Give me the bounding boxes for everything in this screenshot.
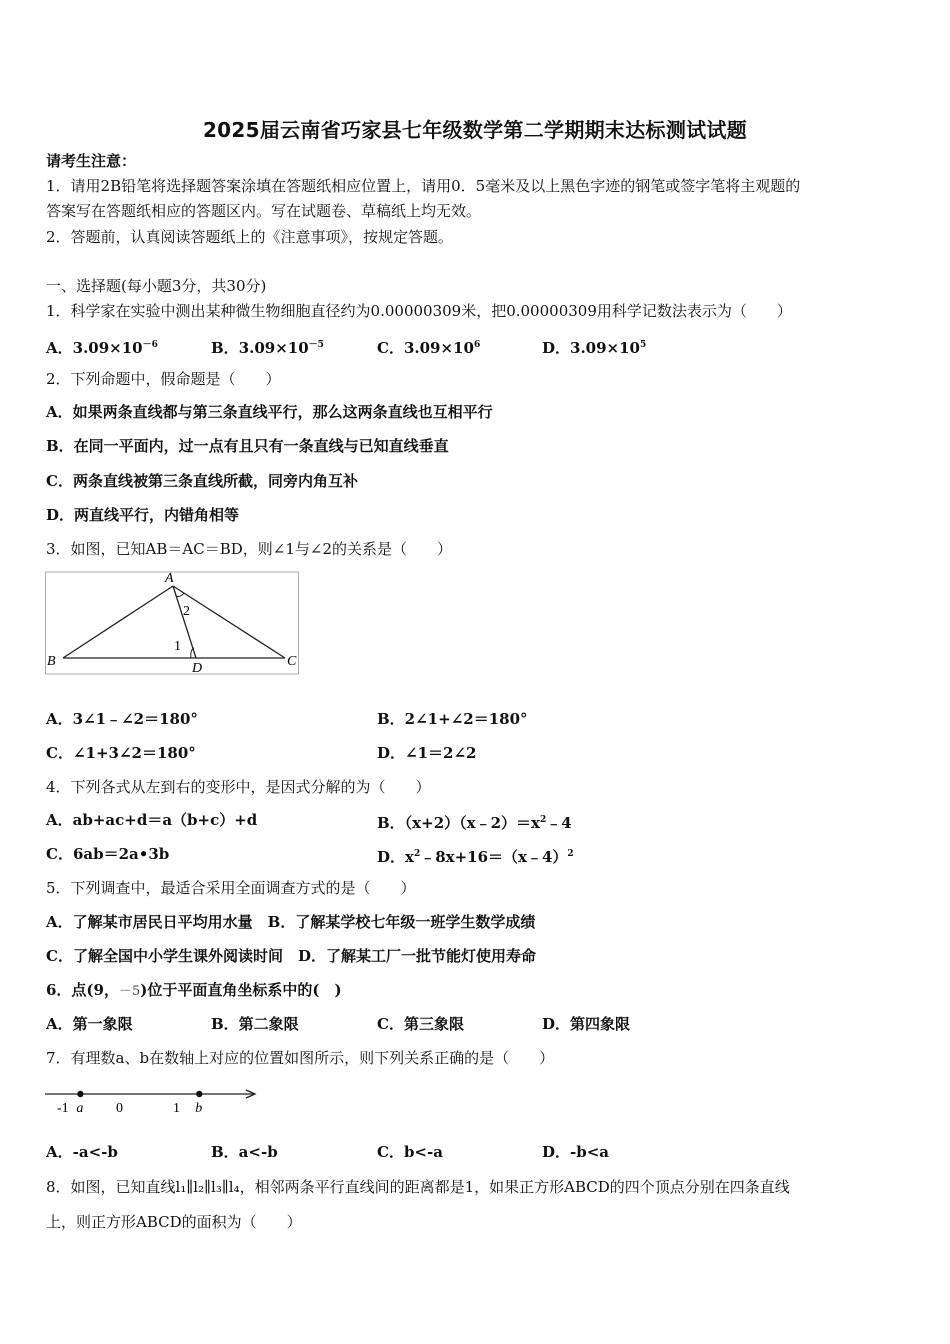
notice-line-1: 1．请用2B铅笔将选择题答案涂填在答题纸相应位置上，请用0．5毫米及以上黑色字迹的钢笔或签字笔将主观题的 [46, 177, 801, 195]
q3-option-a: A．3∠1﹣∠2＝180° [46, 710, 198, 728]
q4-stem: 4．下列各式从左到右的变形中，是因式分解的为（ ） [46, 778, 431, 796]
q5-options-cd: C．了解全国中小学生课外阅读时间 D．了解某工厂一批节能灯使用寿命 [46, 947, 536, 965]
q3-option-b: B．2∠1+∠2＝180° [377, 710, 528, 728]
q4-option-c: C．6ab＝2a•3b [46, 845, 170, 863]
notice-heading: 请考生注意： [46, 152, 137, 170]
q1-option-d: D．$3.09\times 10^5$ [542, 339, 647, 357]
point-b-label: b [195, 1101, 203, 1116]
tick-label-1: 1 [173, 1101, 180, 1116]
q5-stem: 5．下列调查中，最适合采用全面调查方式的是（ ） [46, 879, 416, 897]
q7-number-line [43, 1083, 263, 1119]
q6-option-c: C．第三象限 [377, 1015, 464, 1033]
q3-option-c: C．∠1+3∠2＝180° [46, 744, 196, 762]
vertex-a-label: A [165, 571, 174, 586]
segment-ac [173, 586, 285, 658]
q6-option-a: A．第一象限 [46, 1015, 133, 1033]
q1-option-b: B．$3.09\times 10^{-5}$ [211, 339, 324, 357]
q7-option-d: D．-b<a [542, 1143, 610, 1161]
q1-option-c: C．$3.09\times 10^6$ [377, 339, 481, 357]
q5-options-ab: A．了解某市居民日平均用水量 B．了解某学校七年级一班学生数学成绩 [46, 913, 536, 931]
vertex-d-label: D [192, 661, 203, 676]
point-a [77, 1091, 83, 1097]
q8-line-2: 上，则正方形ABCD的面积为（ ） [46, 1213, 302, 1231]
notice-line-2: 答案写在答题纸相应的答题区内。写在试题卷、草稿纸上均无效。 [46, 202, 482, 220]
q3-option-d: D．∠1＝2∠2 [377, 744, 477, 762]
q2-option-d: D．两直线平行，内错角相等 [46, 506, 240, 524]
segment-ab [63, 586, 173, 658]
page-title: 2025届云南省巧家县七年级数学第二学期期末达标测试试题 [202, 118, 748, 142]
q7-option-a: A．-a<-b [46, 1143, 118, 1161]
q6-option-d: D．第四象限 [542, 1015, 631, 1033]
q6-stem: 6．点(9，－5)位于平面直角坐标系中的( ) [46, 981, 342, 999]
q8-line-1: 8．如图，已知直线l₁∥l₂∥l₃∥l₄，相邻两条平行直线间的距离都是1，如果正方形ABCD的四个顶点分别在四条直线 [46, 1178, 790, 1196]
q7-option-b: B．a<-b [211, 1143, 278, 1161]
q2-stem: 2．下列命题中，假命题是（ ） [46, 370, 281, 388]
angle-2-arc [176, 593, 184, 597]
q4-option-b: B．$(x+2)(x﹣2)=x^2﹣4$ [377, 814, 572, 832]
vertex-c-label: C [287, 654, 297, 669]
notice-line-3: 2．答题前，认真阅读答题纸上的《注意事项》，按规定答题。 [46, 228, 454, 246]
q4-option-d: D．$x^2﹣8x+16=(x﹣4)^2$ [377, 848, 574, 866]
q2-option-c: C．两条直线被第三条直线所截，同旁内角互补 [46, 472, 358, 490]
q4-option-a: A．ab+ac+d＝a（b+c）+d [46, 811, 258, 829]
angle-1-label: 1 [174, 639, 181, 654]
vertex-b-label: B [47, 654, 56, 669]
section-heading: 一、选择题(每小题3分，共30分) [46, 277, 267, 295]
q6-option-b: B．第二象限 [211, 1015, 299, 1033]
q3-stem: 3．如图，已知AB＝AC＝BD，则∠1与∠2的关系是（ ） [46, 540, 452, 558]
q7-option-c: C．b<-a [377, 1143, 443, 1161]
q1-option-a: A．$3.09\times 10^{-6}$ [46, 339, 158, 357]
q7-stem: 7．有理数a、b在数轴上对应的位置如图所示，则下列关系正确的是（ ） [46, 1049, 555, 1067]
tick-label-neg1: -1 [57, 1101, 69, 1116]
q2-option-a: A．如果两条直线都与第三条直线平行，那么这两条直线也互相平行 [46, 403, 493, 421]
q1-stem: 1．科学家在实验中测出某种微生物细胞直径约为0.00000309米，把0.00000309用科学记数法表示为（ ） [46, 302, 792, 320]
point-b [196, 1091, 202, 1097]
point-a-label: a [76, 1101, 84, 1116]
q2-option-b: B．在同一平面内，过一点有且只有一条直线与已知直线垂直 [46, 437, 449, 455]
q3-triangle-figure [45, 568, 300, 676]
tick-label-0: 0 [116, 1101, 123, 1116]
angle-2-label: 2 [183, 604, 190, 619]
